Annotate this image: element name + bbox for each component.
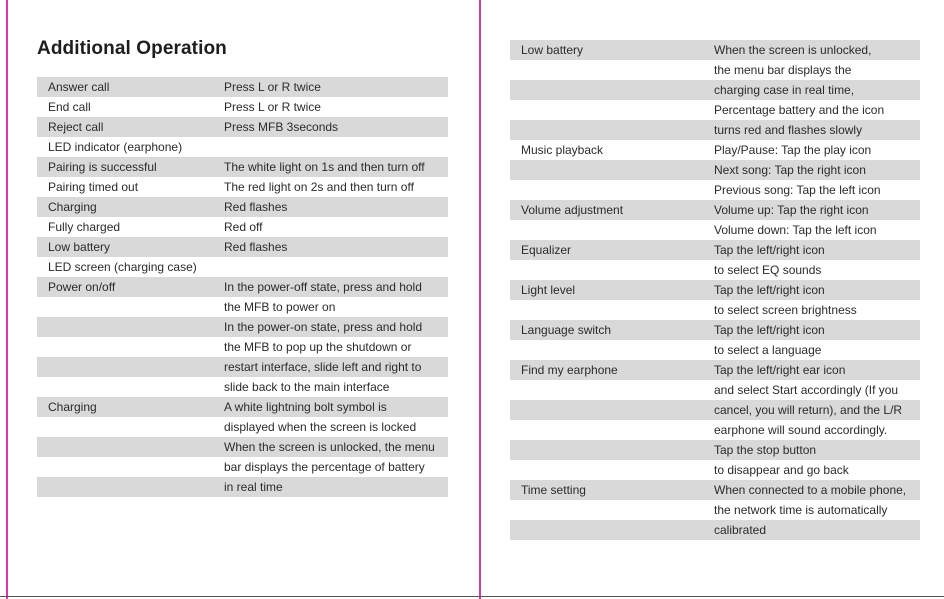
operation-description: In the power-on state, press and hold	[224, 320, 423, 334]
operation-description: Red off	[224, 220, 263, 234]
operation-name: LED indicator (earphone)	[48, 140, 183, 154]
operation-name: Find my earphone	[521, 363, 618, 377]
table-row	[510, 480, 920, 500]
operation-description: the MFB to pop up the shutdown or	[224, 340, 412, 354]
operation-description: The white light on 1s and then turn off	[224, 160, 425, 174]
operation-description: cancel, you will return), and the L/R	[714, 403, 903, 417]
operation-description: Press L or R twice	[224, 100, 321, 114]
operation-description: Play/Pause: Tap the play icon	[714, 143, 872, 157]
table-row	[37, 97, 448, 117]
operation-name: Light level	[521, 283, 576, 297]
table-row	[510, 180, 920, 200]
table-row	[37, 157, 448, 177]
table-row	[37, 337, 448, 357]
operation-description: Previous song: Tap the left icon	[714, 183, 881, 197]
operation-description: Red flashes	[224, 240, 288, 254]
operation-description: the network time is automatically	[714, 503, 888, 517]
table-row	[510, 280, 920, 300]
operation-name: Language switch	[521, 323, 612, 337]
table-row	[37, 477, 448, 497]
table-row	[510, 260, 920, 280]
operation-description: calibrated	[714, 523, 767, 537]
table-row	[510, 380, 920, 400]
operation-name: Answer call	[48, 80, 110, 94]
table-row	[37, 197, 448, 217]
operation-description: charging case in real time,	[714, 83, 855, 97]
operation-name: End call	[48, 100, 91, 114]
table-row	[37, 237, 448, 257]
table-row	[510, 240, 920, 260]
operation-description: A white lightning bolt symbol is	[224, 400, 387, 414]
table-row	[510, 520, 920, 540]
operation-description: Volume down: Tap the left icon	[714, 223, 877, 237]
operation-description: Press MFB 3seconds	[224, 120, 339, 134]
operation-description: Percentage battery and the icon	[714, 103, 885, 117]
operation-name: Reject call	[48, 120, 104, 134]
table-row	[510, 360, 920, 380]
table-row	[510, 540, 920, 560]
operation-name: LED screen (charging case)	[48, 260, 197, 274]
operation-description: When the screen is unlocked, the menu	[224, 440, 435, 454]
operation-name: Fully charged	[48, 220, 121, 234]
table-row	[510, 400, 920, 420]
operation-description: the menu bar displays the	[714, 63, 852, 77]
operation-name: Pairing timed out	[48, 180, 139, 194]
operation-description: displayed when the screen is locked	[224, 420, 417, 434]
operation-name: Music playback	[521, 143, 604, 157]
table-row	[510, 300, 920, 320]
operation-description: Tap the left/right icon	[714, 243, 825, 257]
table-row	[510, 120, 920, 140]
operation-description: to select EQ sounds	[714, 263, 822, 277]
operation-description: In the power-off state, press and hold	[224, 280, 422, 294]
operation-name: Power on/off	[48, 280, 116, 294]
operation-description: to select screen brightness	[714, 303, 857, 317]
table-row	[510, 40, 920, 60]
page-title: Additional Operation	[37, 38, 227, 59]
operation-description: the MFB to power on	[224, 300, 336, 314]
table-row	[37, 397, 448, 417]
operation-description: When connected to a mobile phone,	[714, 483, 907, 497]
operation-description: Next song: Tap the right icon	[714, 163, 866, 177]
table-row	[510, 160, 920, 180]
operation-name: Low battery	[48, 240, 111, 254]
table-row	[37, 217, 448, 237]
operation-description: When the screen is unlocked,	[714, 43, 872, 57]
operation-description: turns red and flashes slowly	[714, 123, 863, 137]
table-row	[37, 437, 448, 457]
table-row	[37, 417, 448, 437]
table-row	[37, 117, 448, 137]
table-row	[510, 140, 920, 160]
table-row	[510, 500, 920, 520]
table-row	[510, 220, 920, 240]
left-operation-table	[37, 77, 448, 517]
operation-description: to disappear and go back	[714, 463, 849, 477]
operation-description: earphone will sound accordingly.	[714, 423, 888, 437]
table-row	[510, 460, 920, 480]
operation-description: slide back to the main interface	[224, 380, 390, 394]
operation-name: Low battery	[521, 43, 584, 57]
operation-name: Volume adjustment	[521, 203, 624, 217]
page-divider	[479, 0, 481, 599]
table-row	[37, 257, 448, 277]
table-row	[510, 80, 920, 100]
table-row	[37, 457, 448, 477]
table-row	[510, 60, 920, 80]
operation-description: Red flashes	[224, 200, 288, 214]
operation-description: Tap the left/right icon	[714, 283, 825, 297]
table-row	[510, 340, 920, 360]
operation-description: and select Start accordingly (If you	[714, 383, 899, 397]
operation-description: in real time	[224, 480, 283, 494]
page-border-left	[6, 0, 8, 599]
page-bottom-rule	[0, 596, 944, 597]
operation-name: Pairing is successful	[48, 160, 157, 174]
right-operation-table	[510, 40, 920, 560]
operation-description: Tap the left/right icon	[714, 323, 825, 337]
table-row	[510, 440, 920, 460]
operation-name: Charging	[48, 200, 97, 214]
table-row	[37, 177, 448, 197]
operation-name: Equalizer	[521, 243, 572, 257]
table-row	[37, 357, 448, 377]
table-row	[37, 277, 448, 297]
table-row	[510, 100, 920, 120]
operation-description: Tap the stop button	[714, 443, 817, 457]
operation-description: The red light on 2s and then turn off	[224, 180, 414, 194]
operation-description: Volume up: Tap the right icon	[714, 203, 869, 217]
table-row	[37, 297, 448, 317]
operation-name: Charging	[48, 400, 97, 414]
table-row	[510, 420, 920, 440]
table-row	[510, 200, 920, 220]
table-row	[37, 377, 448, 397]
operation-description: Press L or R twice	[224, 80, 321, 94]
operation-description: to select a language	[714, 343, 822, 357]
operation-description: restart interface, slide left and right to	[224, 360, 422, 374]
operation-description: Tap the left/right ear icon	[714, 363, 846, 377]
operation-name: Time setting	[521, 483, 586, 497]
table-row	[37, 317, 448, 337]
table-row	[510, 320, 920, 340]
table-row	[37, 137, 448, 157]
operation-description: bar displays the percentage of battery	[224, 460, 425, 474]
table-row	[37, 497, 448, 517]
table-row	[37, 77, 448, 97]
